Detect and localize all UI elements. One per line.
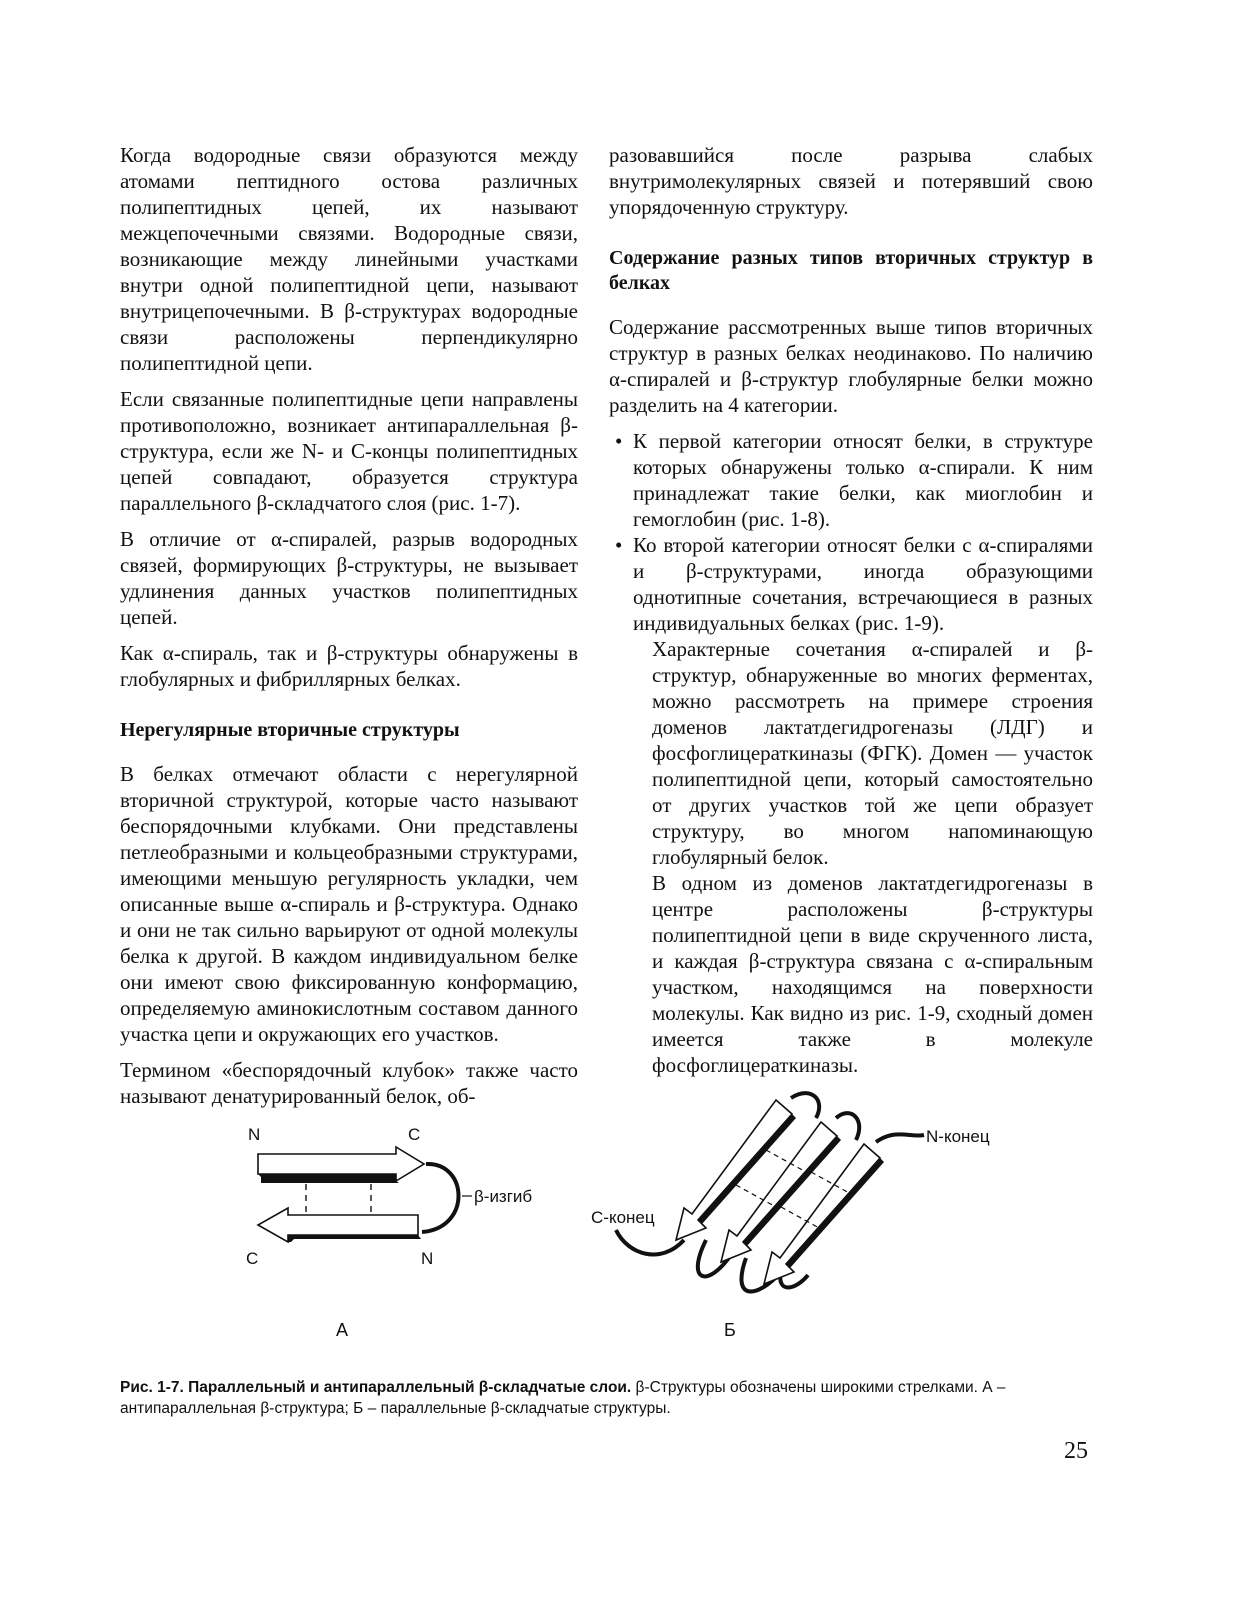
- n-terminus-label: N-конец: [926, 1127, 990, 1146]
- list-item: [609, 428, 1093, 532]
- panel-a-label: А: [336, 1320, 349, 1340]
- antiparallel-diagram: [246, 1125, 532, 1340]
- section-heading: Нерегулярные вторичные структуры: [120, 719, 460, 741]
- figure-caption: [120, 1377, 1100, 1419]
- paragraph: В белках отмечают области с нерегулярной вторичной структурой, которые часто называют беспорядочными клубками. Они представлены петлеобразными и кольцеобразными структурами, имеющими меньшую регулярность укладки, чем описанные выше α-спираль и β-структура. Однако и они не так сильно варьируют от одной молекулы белка к другой. В каждом индивидуальном белке они имеют свою фиксированную конформацию, определяемую аминокислотным составом данного участка цепи и окружающих его участков.: [120, 762, 578, 1046]
- section-heading: Содержание разных типов вторичных структур в белках: [609, 247, 1093, 294]
- page-number: 25: [1064, 1438, 1088, 1464]
- strand-arrow-3: [764, 1144, 880, 1284]
- bullet-icon: •: [615, 533, 623, 557]
- list-item: [609, 532, 1093, 636]
- paragraph: Когда водородные связи образуются между атомами пептидного остова различных полипептидных цепей, их называют межцепочечными связями. Водородные связи, возникающие между линейными участками внутри одной полипептидной цепи, называют внутрицепочечными. В β-структурах водородные связи расположены перпендикулярно полипептидной цепи.: [120, 143, 578, 375]
- paragraph: Характерные сочетания α-спиралей и β-структур, обнаруженные во многих ферментах, можно рассмотреть на примере строения доменов лактатдегидрогеназы (ЛДГ) и фосфоглицераткиназы (ФГК). Домен — участок полипептидной цепи, который самостоятельно от других участков той же цепи образует структуру, во многом напоминающую глобулярный белок.: [652, 637, 1093, 869]
- paragraph: Как α-спираль, так и β-структуры обнаружены в глобулярных и фибриллярных белках.: [120, 641, 578, 691]
- beta-turn-label: β-изгиб: [474, 1187, 533, 1206]
- caption-title: Рис. 1-7. Параллельный и антипараллельный β-складчатые слои.: [120, 1379, 632, 1396]
- paragraph: Содержание рассмотренных выше типов вторичных структур в разных белках неодинаково. По наличию α-спиралей и β-структур глобулярные белки можно разделить на 4 категории.: [609, 315, 1093, 417]
- list-item-text: Ко второй категории относят белки с α-спиралями и β-структурами, иногда образующими однотипные сочетания, встречающиеся в разных индивидуальных белках (рис. 1-9).: [633, 533, 1093, 635]
- paragraph: разовавшийся после разрыва слабых внутримолекулярных связей и потерявший свою упорядоченную структуру.: [609, 143, 1093, 219]
- bullet-icon: •: [615, 429, 623, 453]
- left-column: [120, 142, 578, 1119]
- caption-text: β-Структуры обозначены широкими стрелками. А – антипараллельная β-структура; Б – параллельные β-складчатые структуры.: [120, 1379, 1006, 1417]
- strand-arrow-1: [676, 1100, 792, 1240]
- paragraph: Термином «беспорядочный клубок» также часто называют денатурированный белок, об-: [120, 1058, 578, 1108]
- list-item-text: К первой категории относят белки, в структуре которых обнаружены только α-спирали. К ним принадлежат такие белки, как миоглобин и гемоглобин (рис. 1-8).: [633, 429, 1093, 531]
- paragraph: В одном из доменов лактатдегидрогеназы в центре расположены β-структуры полипептидной цепи в виде скрученного листа, и каждая β-структура связана с α-спиральным участком, находящимся на поверхности молекулы. Как видно из рис. 1-9, сходный домен имеется также в молекуле фосфоглицераткиназы.: [652, 871, 1093, 1077]
- c-terminus-label: С-конец: [591, 1208, 655, 1227]
- panel-b-label: Б: [724, 1320, 736, 1340]
- strand-arrow-2: [721, 1122, 837, 1262]
- parallel-diagram: [591, 1093, 990, 1340]
- c-terminus-top-label: C: [408, 1125, 421, 1144]
- n-terminus-top-label: N: [248, 1125, 261, 1144]
- n-terminus-bottom-label: N: [421, 1249, 434, 1268]
- paragraph: В отличие от α-спиралей, разрыв водородных связей, формирующих β-структуры, не вызывает удлинения данных участков полипептидных цепей.: [120, 527, 578, 629]
- beta-turn: [422, 1164, 459, 1232]
- right-column: [609, 142, 1093, 1078]
- beta-sheet-figure: [236, 1080, 1016, 1350]
- paragraph: Если связанные полипептидные цепи направлены противоположно, возникает антипараллельная β-структура, если же N- и С-концы полипептидных цепей совпадают, образуется структура параллельного β-складчатого слоя (рис. 1-7).: [120, 387, 578, 515]
- c-terminus-bottom-label: C: [246, 1249, 259, 1268]
